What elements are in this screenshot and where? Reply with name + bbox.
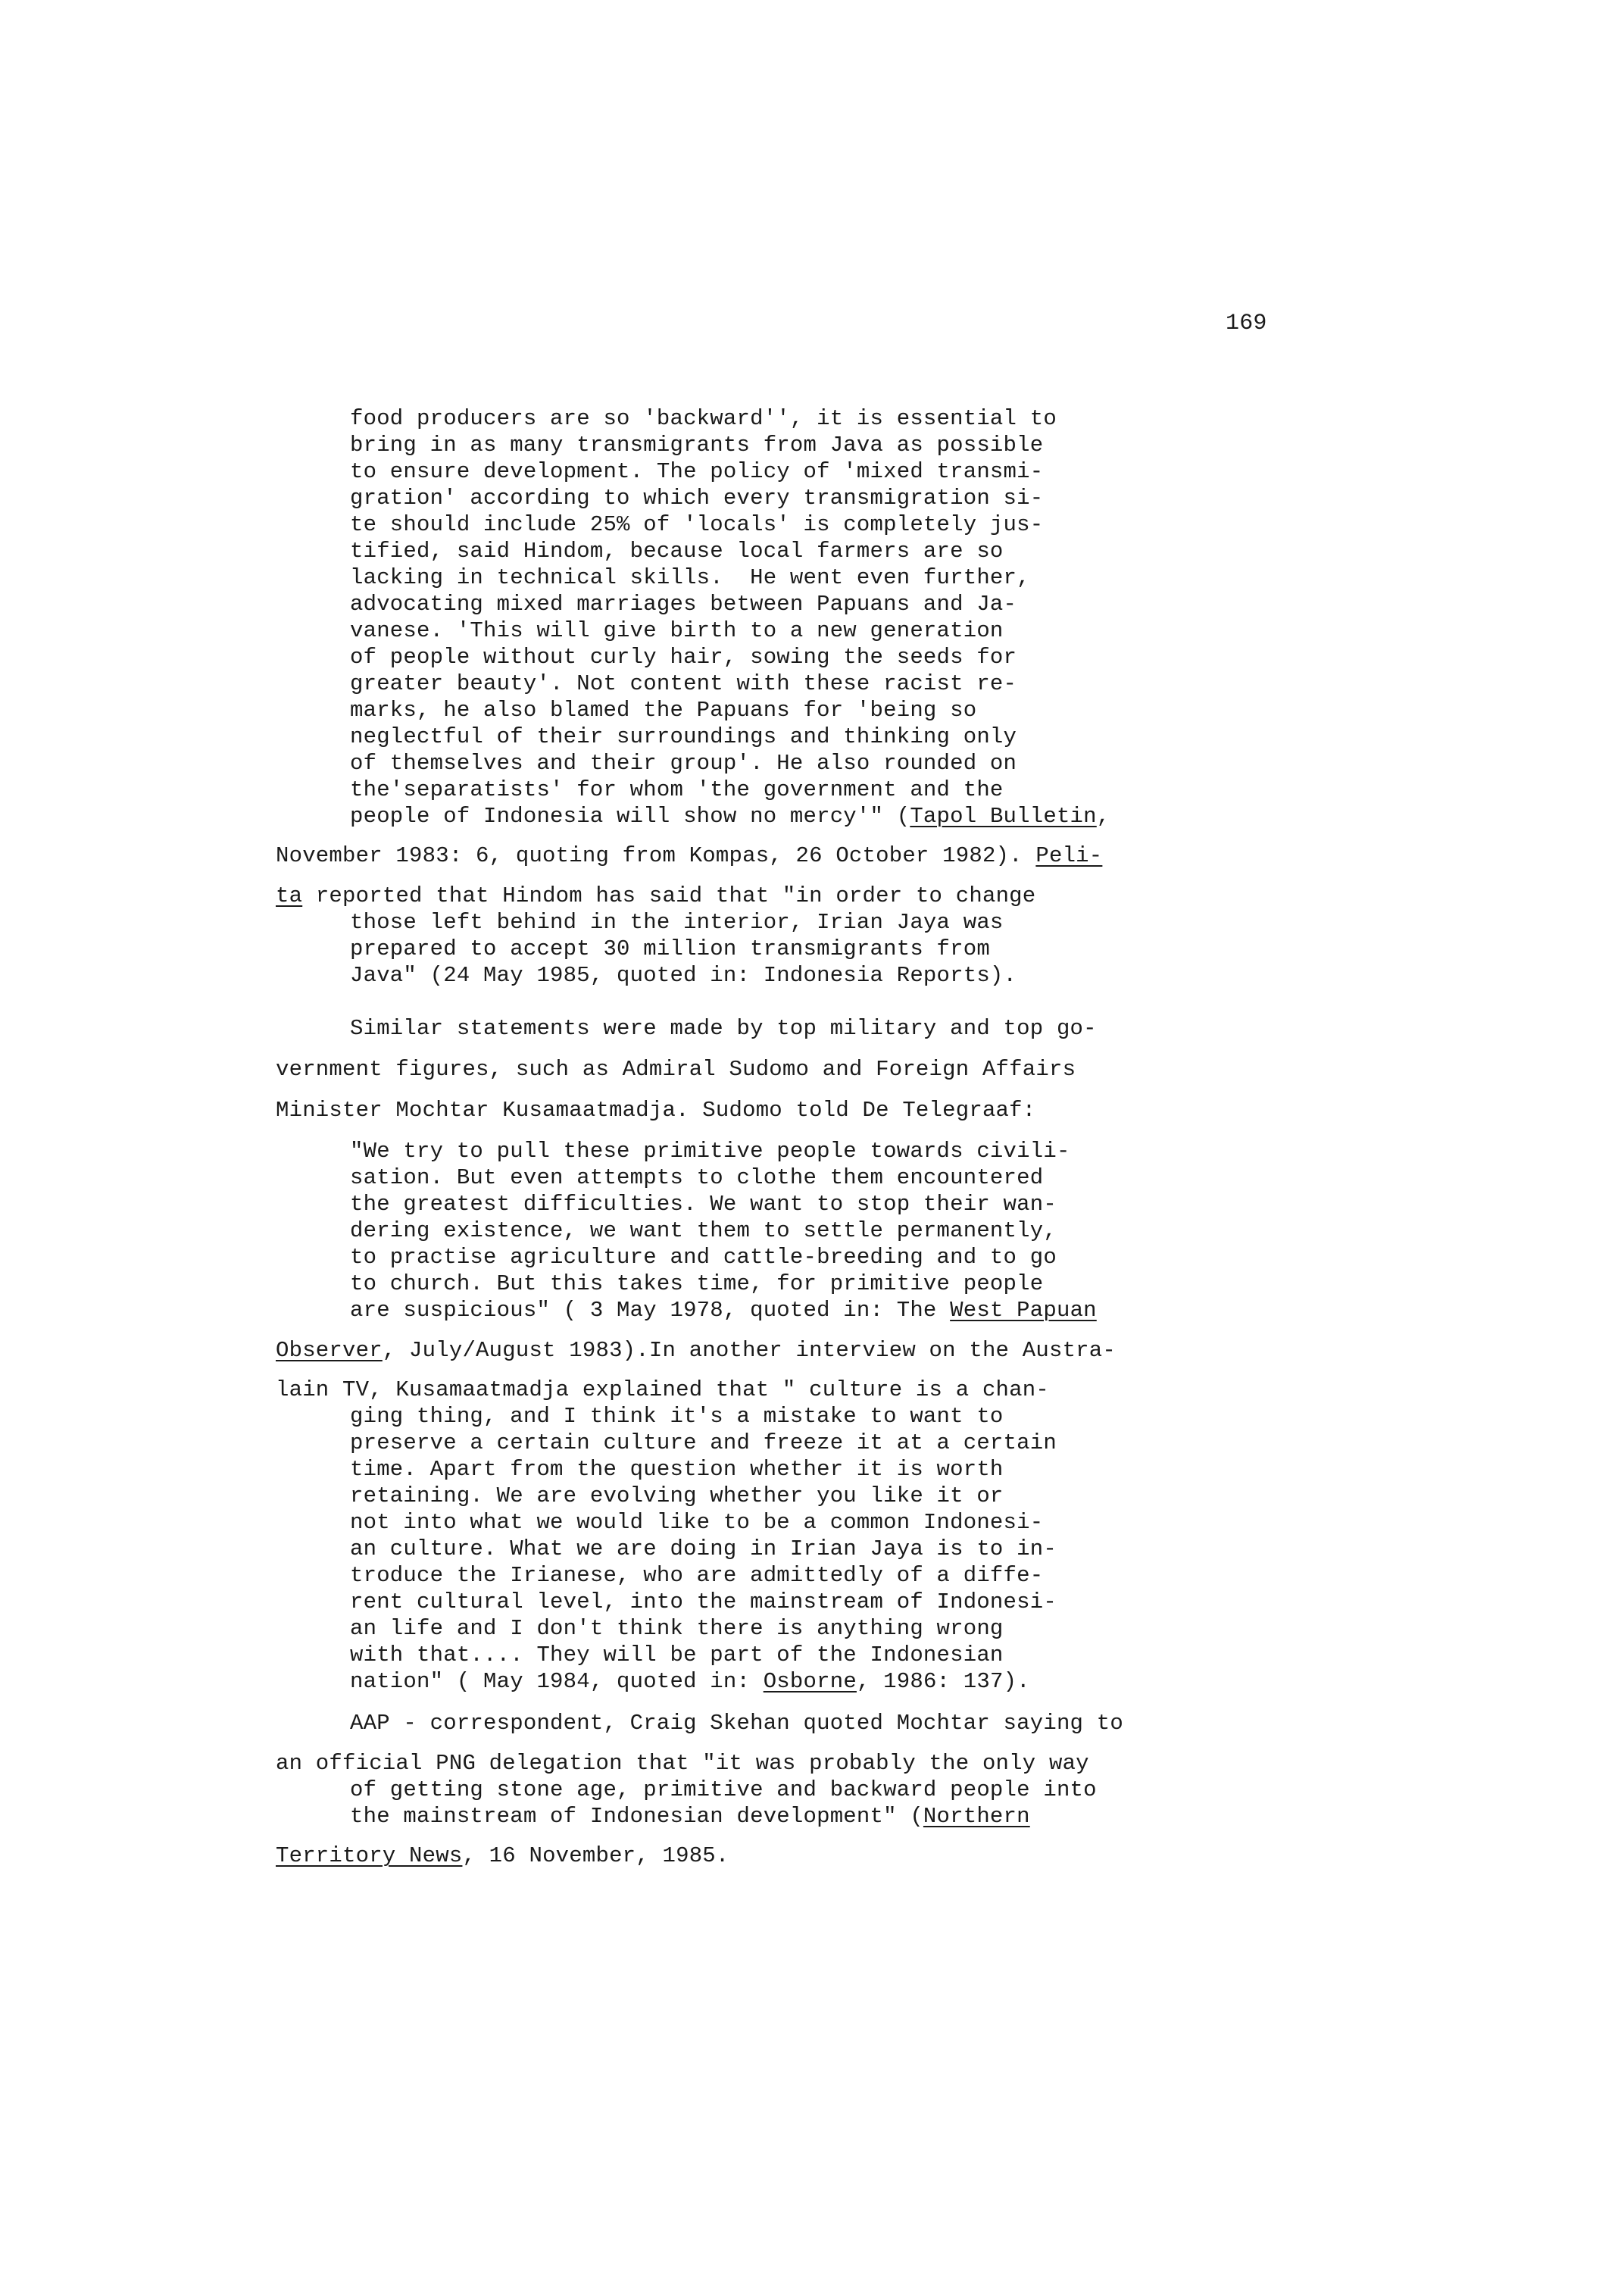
text-segment: those left behind in the interior, Irian Jaya was bbox=[350, 910, 1004, 935]
text-segment: lacking in technical skills. He went even further, bbox=[350, 565, 1030, 590]
text-line bbox=[350, 1456, 1004, 1483]
text-line bbox=[350, 1015, 1097, 1042]
text-segment: of themselves and their group'. He also rounded on bbox=[350, 751, 1017, 776]
text-segment: retaining. We are evolving whether you like it or bbox=[350, 1483, 1004, 1508]
text-segment: food producers are so 'backward'', it is essential to bbox=[350, 406, 1057, 431]
underlined-citation: Peli- bbox=[1035, 843, 1103, 868]
text-segment: dering existence, we want them to settle permanently, bbox=[350, 1218, 1057, 1243]
text-line bbox=[276, 1842, 729, 1869]
underlined-citation: Osborne bbox=[763, 1669, 857, 1694]
text-segment: time. Apart from the question whether it is worth bbox=[350, 1457, 1004, 1482]
text-line bbox=[350, 511, 1043, 538]
text-line bbox=[350, 1509, 1043, 1536]
underlined-citation: West Papuan bbox=[950, 1298, 1097, 1323]
text-segment: with that.... They will be part of the Indonesian bbox=[350, 1642, 1004, 1667]
text-line bbox=[350, 1244, 1057, 1271]
text-line bbox=[350, 1138, 1070, 1164]
text-line bbox=[276, 1377, 1049, 1403]
text-segment: reported that Hindom has said that "in order to change bbox=[302, 883, 1036, 908]
text-segment: "We try to pull these primitive people towards civili- bbox=[350, 1139, 1070, 1164]
text-segment: preserve a certain culture and freeze it at a certain bbox=[350, 1430, 1057, 1455]
text-line bbox=[350, 432, 1043, 458]
text-segment: an official PNG delegation that "it was probably the only way bbox=[276, 1751, 1089, 1776]
text-segment: , 1986: 137). bbox=[856, 1669, 1030, 1694]
text-segment: not into what we would like to be a common Indonesi- bbox=[350, 1510, 1044, 1535]
text-segment: advocating mixed marriages between Papuans and Ja- bbox=[350, 592, 1017, 617]
text-segment: the'separatists' for whom 'the government and the bbox=[350, 777, 1004, 802]
text-line bbox=[350, 485, 1043, 511]
text-segment: Java" (24 May 1985, quoted in: Indonesia Reports). bbox=[350, 963, 1017, 988]
text-segment: to practise agriculture and cattle-breeding and to go bbox=[350, 1245, 1057, 1270]
text-line bbox=[350, 1191, 1057, 1217]
text-line bbox=[276, 1056, 1076, 1083]
text-line bbox=[350, 670, 1017, 697]
text-segment: people of Indonesia will show no mercy'" ( bbox=[350, 804, 910, 829]
underlined-citation: Tapol Bulletin bbox=[910, 804, 1097, 829]
text-segment: to church. But this takes time, for primitive people bbox=[350, 1271, 1044, 1296]
text-line bbox=[350, 591, 1017, 617]
text-line bbox=[350, 1297, 1097, 1324]
text-line bbox=[350, 909, 1004, 936]
text-line bbox=[350, 1668, 1030, 1695]
text-segment: vanese. 'This will give birth to a new generation bbox=[350, 618, 1004, 643]
text-line bbox=[350, 697, 976, 724]
text-line bbox=[350, 538, 1004, 564]
text-line bbox=[350, 1642, 1004, 1668]
underlined-citation: Territory News bbox=[276, 1843, 463, 1868]
text-line bbox=[350, 777, 1004, 803]
text-line bbox=[276, 1337, 1116, 1364]
text-segment: of getting stone age, primitive and backward people into bbox=[350, 1777, 1097, 1802]
text-segment: , 16 November, 1985. bbox=[462, 1843, 729, 1868]
text-line bbox=[350, 1164, 1043, 1191]
text-segment: lain TV, Kusamaatmadja explained that " culture is a chan- bbox=[276, 1377, 1049, 1402]
text-line bbox=[350, 1536, 1057, 1562]
text-line bbox=[350, 1615, 1004, 1642]
text-line bbox=[276, 1750, 1089, 1777]
text-line bbox=[276, 883, 1035, 909]
text-segment: the greatest difficulties. We want to stop their wan- bbox=[350, 1192, 1057, 1217]
text-segment: AAP - correspondent, Craig Skehan quoted Mochtar saying to bbox=[350, 1711, 1123, 1736]
text-line bbox=[350, 644, 1017, 670]
text-segment: ging thing, and I think it's a mistake to want to bbox=[350, 1404, 1004, 1429]
text-segment: neglectful of their surroundings and thinking only bbox=[350, 724, 1017, 749]
text-segment: bring in as many transmigrants from Java as possible bbox=[350, 433, 1044, 458]
text-line bbox=[350, 936, 990, 962]
text-segment: rent cultural level, into the mainstream of Indonesi- bbox=[350, 1589, 1057, 1614]
text-line bbox=[350, 1562, 1043, 1589]
text-line bbox=[350, 564, 1030, 591]
text-line bbox=[350, 1803, 1030, 1830]
text-line bbox=[350, 1710, 1123, 1736]
text-line bbox=[350, 405, 1057, 432]
text-segment: Similar statements were made by top military and top go- bbox=[350, 1016, 1097, 1041]
text-line bbox=[350, 1589, 1057, 1615]
underlined-citation: ta bbox=[276, 883, 303, 908]
text-segment: the mainstream of Indonesian development" ( bbox=[350, 1804, 923, 1829]
underlined-citation: Northern bbox=[923, 1804, 1030, 1829]
text-line bbox=[350, 1403, 1004, 1430]
text-line bbox=[350, 750, 1017, 777]
text-line bbox=[350, 962, 1017, 989]
text-segment: an culture. What we are doing in Irian Jaya is to in- bbox=[350, 1536, 1057, 1561]
text-segment: are suspicious" ( 3 May 1978, quoted in: The bbox=[350, 1298, 951, 1323]
underlined-citation: Observer bbox=[276, 1338, 383, 1363]
text-segment: November 1983: 6, quoting from Kompas, 26 October 1982). bbox=[276, 843, 1036, 868]
page-number: 169 bbox=[1226, 311, 1267, 336]
text-segment: Minister Mochtar Kusamaatmadja. Sudomo told De Telegraaf: bbox=[276, 1098, 1036, 1123]
text-line bbox=[350, 617, 1004, 644]
text-segment: nation" ( May 1984, quoted in: bbox=[350, 1669, 764, 1694]
text-line bbox=[350, 803, 1110, 830]
text-segment: prepared to accept 30 million transmigrants from bbox=[350, 936, 990, 961]
text-line bbox=[350, 1271, 1043, 1297]
text-line bbox=[276, 1097, 1035, 1124]
text-segment: of people without curly hair, sowing the seeds for bbox=[350, 645, 1017, 670]
text-segment: greater beauty'. Not content with these racist re- bbox=[350, 671, 1017, 696]
text-segment: , bbox=[1096, 804, 1110, 829]
text-line bbox=[276, 842, 1102, 869]
text-segment: gration' according to which every transmigration si- bbox=[350, 486, 1044, 511]
text-line bbox=[350, 1217, 1057, 1244]
text-segment: marks, he also blamed the Papuans for 'being so bbox=[350, 698, 977, 723]
text-line bbox=[350, 724, 1017, 750]
text-segment: troduce the Irianese, who are admittedly of a diffe- bbox=[350, 1563, 1044, 1588]
text-line bbox=[350, 458, 1043, 485]
text-line bbox=[350, 1483, 1004, 1509]
text-segment: to ensure development. The policy of 'mixed transmi- bbox=[350, 459, 1044, 484]
text-segment: te should include 25% of 'locals' is completely jus- bbox=[350, 512, 1044, 537]
text-segment: an life and I don't think there is anything wrong bbox=[350, 1616, 1004, 1641]
text-segment: , July/August 1983).In another interview on the Austra- bbox=[382, 1338, 1116, 1363]
text-line bbox=[350, 1430, 1057, 1456]
text-segment: tified, said Hindom, because local farmers are so bbox=[350, 539, 1004, 564]
text-segment: vernment figures, such as Admiral Sudomo and Foreign Affairs bbox=[276, 1057, 1076, 1082]
text-segment: sation. But even attempts to clothe them encountered bbox=[350, 1165, 1044, 1190]
text-line bbox=[350, 1777, 1097, 1803]
